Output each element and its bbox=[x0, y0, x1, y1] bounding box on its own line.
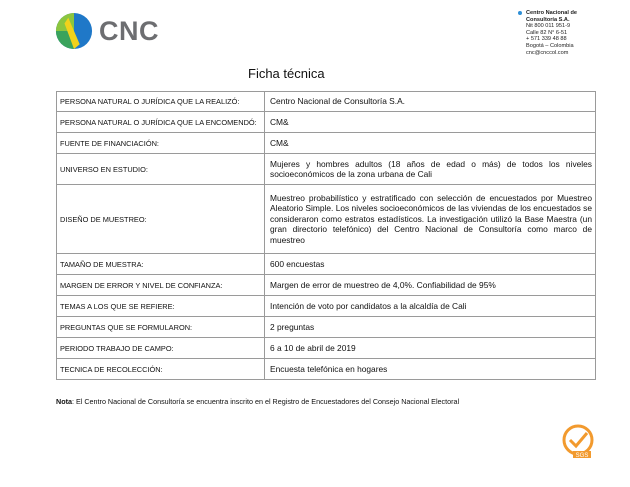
table-row bbox=[57, 317, 596, 338]
row-value: Mujeres y hombres adultos (18 años de edad o más) de todos los niveles socioeconómicos de la zona urbana de Cali bbox=[265, 154, 596, 185]
contact-info bbox=[526, 10, 626, 56]
row-label: PERSONA NATURAL O JURÍDICA QUE LA ENCOMENDÓ: bbox=[57, 112, 265, 133]
row-value: CM& bbox=[265, 112, 596, 133]
row-label: PERSONA NATURAL O JURÍDICA QUE LA REALIZÓ: bbox=[57, 92, 265, 112]
table-row bbox=[57, 338, 596, 359]
footnote-label: Nota bbox=[56, 397, 72, 406]
bullet-icon bbox=[518, 11, 522, 15]
logo-text: CNC bbox=[99, 15, 159, 46]
seal-text: SGS bbox=[575, 453, 589, 459]
table-row bbox=[57, 185, 596, 254]
row-value: Centro Nacional de Consultoría S.A. bbox=[265, 92, 596, 112]
cnc-logo bbox=[55, 12, 159, 50]
table-row bbox=[57, 275, 596, 296]
contact-line: Bogotá – Colombia bbox=[526, 42, 574, 49]
table-row bbox=[57, 112, 596, 133]
contact-line: Nit 800 011 951-9 bbox=[526, 23, 571, 30]
row-value: 2 preguntas bbox=[265, 317, 596, 338]
footnote bbox=[56, 397, 596, 406]
row-label: FUENTE DE FINANCIACIÓN: bbox=[57, 133, 265, 154]
table-row bbox=[57, 254, 596, 275]
contact-line: Consultoría S.A. bbox=[526, 16, 570, 23]
row-value: 6 a 10 de abril de 2019 bbox=[265, 338, 596, 359]
row-label: UNIVERSO EN ESTUDIO: bbox=[57, 154, 265, 185]
row-label: PREGUNTAS QUE SE FORMULARON: bbox=[57, 317, 265, 338]
table-row bbox=[57, 359, 596, 380]
contact-line: Centro Nacional de bbox=[526, 10, 577, 16]
table-row bbox=[57, 92, 596, 112]
footnote-text: : El Centro Nacional de Consultoría se encuentra inscrito en el Registro de Encuestadores del Consejo Nacional Electoral bbox=[71, 397, 460, 406]
row-label: DISEÑO DE MUESTREO: bbox=[57, 185, 265, 254]
table-row bbox=[57, 154, 596, 185]
row-value: Muestreo probabilístico y estratificado con selección de encuestados por Muestreo Aleatorio Simple. Los niveles socioeconómicos de las viviendas de los encuestados se consideraron como estratos estadísticos. La investigación utilizó la Base Maestra (un gran directorio telefónico) del Centro Nacional de Consultoría como marco de muestreo bbox=[265, 185, 596, 254]
ficha-table bbox=[56, 91, 596, 380]
contact-line: + 571 339 48 88 bbox=[526, 36, 567, 43]
row-value: Encuesta telefónica en hogares bbox=[265, 359, 596, 380]
table-row bbox=[57, 133, 596, 154]
row-label: PERIODO TRABAJO DE CAMPO: bbox=[57, 338, 265, 359]
cnc-logo-icon bbox=[55, 12, 93, 50]
row-value: Intención de voto por candidatos a la alcaldía de Cali bbox=[265, 296, 596, 317]
row-label: TEMAS A LOS QUE SE REFIERE: bbox=[57, 296, 265, 317]
row-value: Margen de error de muestreo de 4,0%. Confiabilidad de 95% bbox=[265, 275, 596, 296]
row-value: CM& bbox=[265, 133, 596, 154]
certification-seal-icon bbox=[560, 424, 596, 462]
row-label: TAMAÑO DE MUESTRA: bbox=[57, 254, 265, 275]
contact-line: Calle 82 N° 6-51 bbox=[526, 29, 568, 36]
page-title: Ficha técnica bbox=[248, 66, 325, 81]
row-label: TECNICA DE RECOLECCIÓN: bbox=[57, 359, 265, 380]
row-label: MARGEN DE ERROR Y NIVEL DE CONFIANZA: bbox=[57, 275, 265, 296]
row-value: 600 encuestas bbox=[265, 254, 596, 275]
contact-email: cnc@cnccol.com bbox=[526, 49, 569, 56]
table-row bbox=[57, 296, 596, 317]
